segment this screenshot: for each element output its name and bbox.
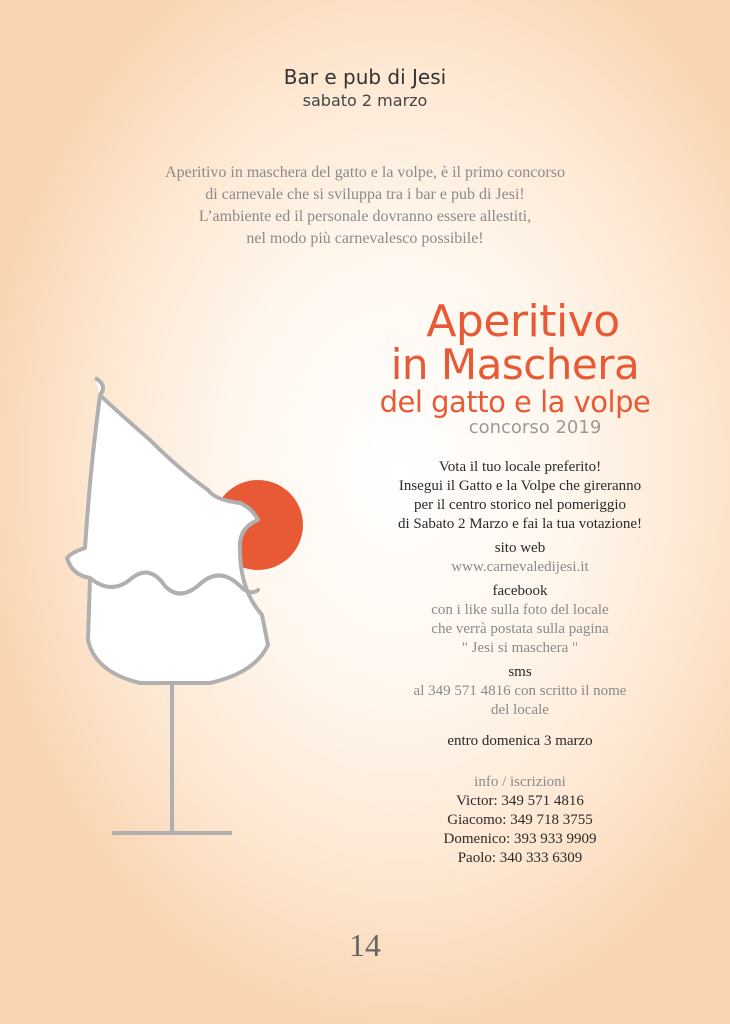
title-line-aperitivo: Aperitivo bbox=[426, 296, 620, 347]
contacts-block bbox=[355, 773, 685, 868]
contact-item: Giacomo: 349 718 3755 bbox=[447, 812, 593, 828]
sms-label: sms bbox=[508, 664, 532, 680]
deadline-text: entro domenica 3 marzo bbox=[447, 733, 593, 749]
contest-info bbox=[355, 458, 685, 868]
event-title: Bar e pub di Jesi bbox=[283, 65, 447, 89]
concorso-year: 2019 bbox=[555, 417, 602, 438]
intro-line: nel modo più carnevalesco possibile! bbox=[246, 230, 484, 247]
sms-line: del locale bbox=[491, 702, 549, 718]
page-number: 14 bbox=[349, 927, 381, 963]
intro-paragraph bbox=[95, 162, 635, 250]
concorso-word: concorso bbox=[468, 417, 550, 438]
title-line-gatto-volpe: del gatto e la volpe bbox=[379, 385, 651, 419]
contest-title bbox=[340, 296, 690, 438]
facebook-line: che verrà postata sulla pagina bbox=[431, 621, 609, 637]
event-header bbox=[0, 64, 730, 112]
contacts-label: info / iscrizioni bbox=[474, 774, 566, 790]
title-line-maschera: in Maschera bbox=[390, 340, 640, 389]
contact-item: Domenico: 393 933 9909 bbox=[443, 831, 597, 847]
facebook-label: facebook bbox=[492, 583, 548, 599]
contact-item: Victor: 349 571 4816 bbox=[456, 793, 584, 809]
contact-item: Paolo: 340 333 6309 bbox=[457, 850, 583, 866]
vote-block bbox=[355, 458, 685, 534]
facebook-block bbox=[355, 582, 685, 658]
website-link[interactable]: www.carnevaledijesi.it bbox=[451, 559, 589, 575]
vote-line: Insegui il Gatto e la Volpe che gireranno bbox=[398, 478, 642, 494]
facebook-line: " Jesi si maschera " bbox=[461, 640, 579, 656]
vote-line: Vota il tuo locale preferito! bbox=[438, 459, 602, 475]
vote-line: per il centro storico nel pomeriggio bbox=[413, 497, 627, 513]
intro-line: di carnevale che si sviluppa tra i bar e pub di Jesi! bbox=[205, 186, 525, 203]
sms-line: al 349 571 4816 con scritto il nome bbox=[413, 683, 627, 699]
intro-line: L’ambiente ed il personale dovranno essere allestiti, bbox=[198, 208, 532, 225]
website-label: sito web bbox=[494, 540, 546, 556]
event-date: sabato 2 marzo bbox=[302, 91, 428, 110]
website-block bbox=[355, 539, 685, 577]
vote-line: di Sabato 2 Marzo e fai la tua votazione! bbox=[397, 516, 643, 532]
facebook-line: con i like sulla foto del locale bbox=[431, 602, 609, 618]
title-line-concorso bbox=[380, 418, 690, 438]
sms-block bbox=[355, 663, 685, 720]
intro-line: Aperitivo in maschera del gatto e la volpe, è il primo concorso bbox=[165, 164, 565, 181]
glass-bowl bbox=[67, 378, 268, 683]
